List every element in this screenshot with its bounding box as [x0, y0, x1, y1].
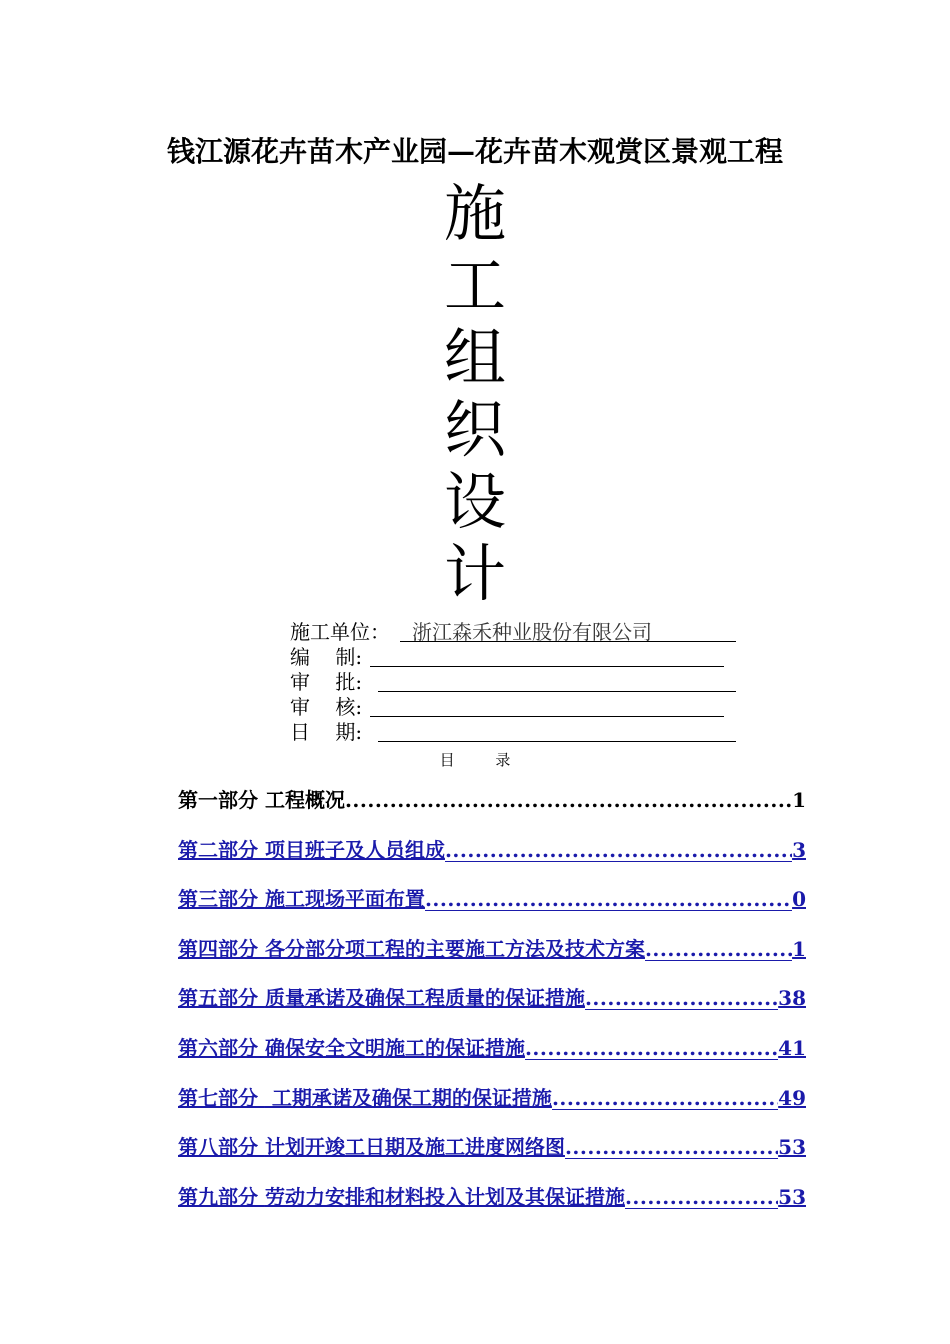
- main-title-char: 织: [443, 393, 506, 466]
- main-title-char: 工: [443, 249, 506, 322]
- meta-row-compile: [290, 645, 750, 670]
- toc-item[interactable]: [178, 786, 806, 836]
- toc-part: 第二部分: [178, 837, 258, 862]
- toc-leader: [585, 984, 778, 1010]
- toc-title: 目 录: [439, 751, 529, 769]
- toc-link[interactable]: [178, 1084, 806, 1134]
- toc-leader: [565, 1133, 778, 1159]
- approve-underline: [378, 691, 736, 692]
- toc-leader: [645, 935, 792, 961]
- toc-name: 各分部分项工程的主要施工方法及技术方案: [264, 936, 645, 961]
- toc-part: 第五部分: [178, 986, 258, 1011]
- toc-leader: [345, 786, 792, 814]
- toc-link[interactable]: [178, 984, 806, 1034]
- toc-name: 工期承诺及确保工期的保证措施: [264, 1085, 552, 1110]
- date-underline: [378, 741, 736, 742]
- toc-page: 41: [778, 1035, 806, 1060]
- unit-label: 施工单位：: [290, 620, 390, 644]
- toc-part: 第一部分: [178, 788, 258, 812]
- project-title: 钱江源花卉苗木产业园—花卉苗木观赏区景观工程: [166, 135, 783, 168]
- main-title-char: 设: [443, 465, 506, 538]
- compile-label: 编 制:: [290, 645, 363, 669]
- review-underline: [370, 716, 724, 717]
- toc-part: 第三部分: [178, 887, 258, 912]
- toc-leader: [552, 1084, 778, 1110]
- date-label: 日 期:: [290, 720, 363, 744]
- toc-page: 0: [792, 887, 806, 912]
- toc-part: 第六部分: [178, 1035, 258, 1060]
- toc-page: 1: [792, 936, 806, 961]
- main-title-char: 施: [443, 177, 506, 250]
- toc-page: 53: [778, 1135, 806, 1160]
- toc-link[interactable]: [178, 836, 806, 886]
- toc-page: 38: [778, 986, 806, 1011]
- toc-name: 施工现场平面布置: [264, 887, 425, 912]
- approve-label: 审 批:: [290, 670, 363, 694]
- toc-part: 第七部分: [178, 1085, 258, 1110]
- main-title-char: 组: [443, 321, 506, 394]
- toc-name: 项目班子及人员组成: [264, 837, 445, 862]
- toc-name: 质量承诺及确保工程质量的保证措施: [264, 986, 585, 1011]
- document-meta: [290, 620, 750, 745]
- toc-page: 3: [792, 837, 806, 862]
- toc-leader: [625, 1183, 778, 1209]
- unit-value: 浙江森禾种业股份有限公司: [412, 620, 652, 644]
- toc-name: 计划开竣工日期及施工进度网络图: [264, 1135, 565, 1160]
- toc-leader: [425, 885, 792, 911]
- toc-leader: [445, 836, 792, 862]
- toc-name: 工程概况: [264, 788, 345, 812]
- toc-leader: [525, 1034, 778, 1060]
- toc-name: 劳动力安排和材料投入计划及其保证措施: [264, 1184, 625, 1209]
- toc-link[interactable]: [178, 1183, 806, 1233]
- toc-link[interactable]: [178, 1133, 806, 1183]
- meta-row-unit: [290, 620, 750, 645]
- toc-link[interactable]: [178, 1034, 806, 1084]
- review-label: 审 核:: [290, 695, 363, 719]
- toc-part: 第九部分: [178, 1184, 258, 1209]
- table-of-contents: [178, 786, 806, 1232]
- main-title-char: 计: [443, 537, 506, 610]
- meta-row-review: [290, 695, 750, 720]
- toc-page: 53: [778, 1184, 806, 1209]
- toc-page: 49: [778, 1085, 806, 1110]
- toc-name: 确保安全文明施工的保证措施: [264, 1035, 525, 1060]
- toc-page: 1: [792, 788, 806, 812]
- toc-link[interactable]: [178, 885, 806, 935]
- toc-link[interactable]: [178, 935, 806, 985]
- toc-part: 第八部分: [178, 1135, 258, 1160]
- meta-row-date: [290, 720, 750, 745]
- main-title: [0, 178, 950, 610]
- compile-underline: [370, 666, 724, 667]
- meta-row-approve: [290, 670, 750, 695]
- toc-part: 第四部分: [178, 936, 258, 961]
